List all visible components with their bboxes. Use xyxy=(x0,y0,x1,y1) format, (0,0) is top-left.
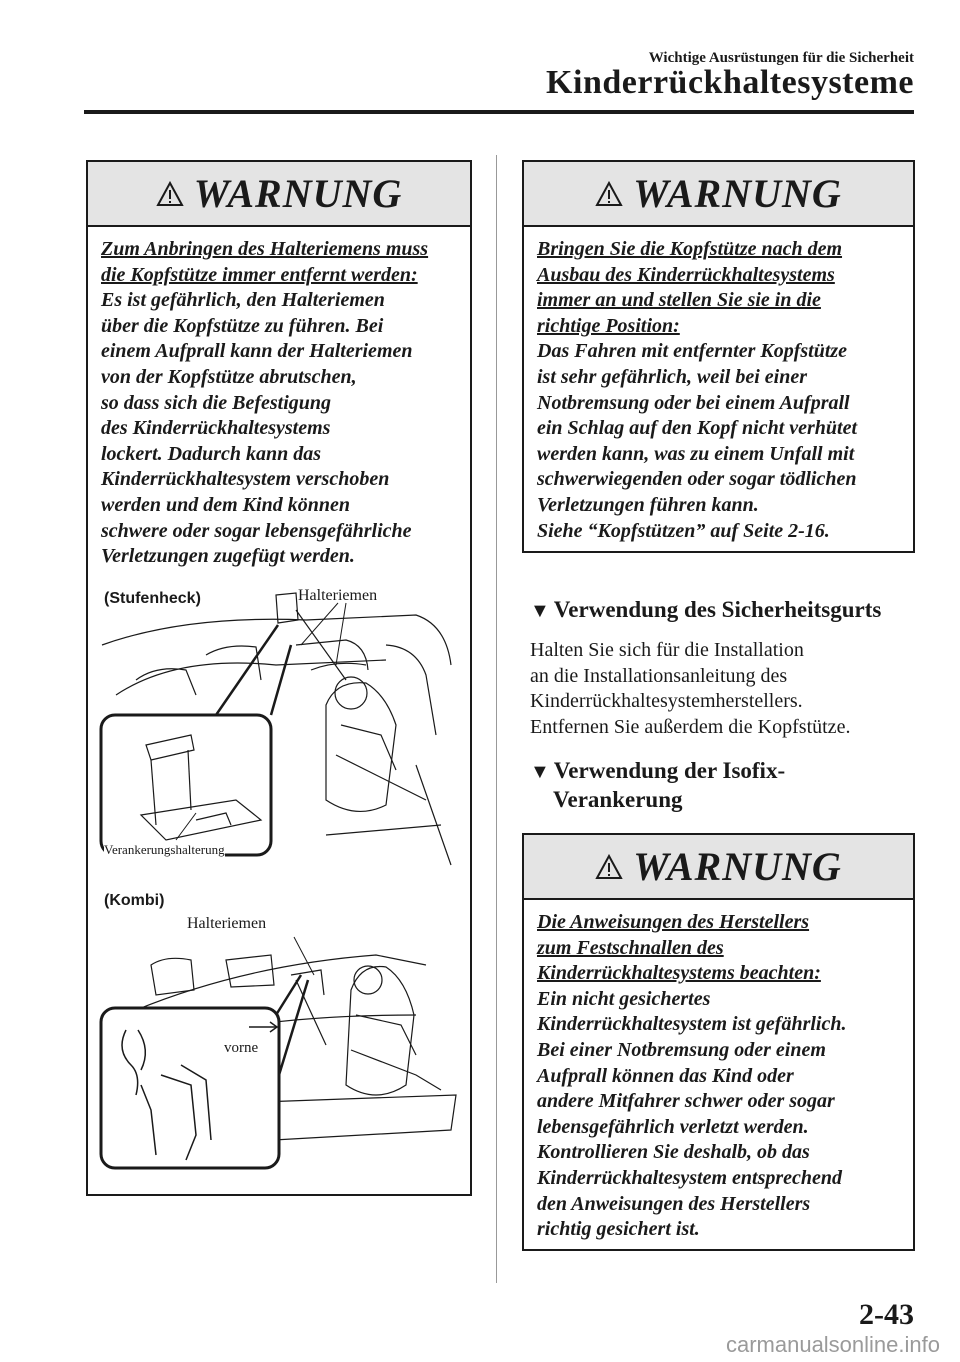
warning-heading-line: Bringen Sie die Kopfstütze nach dem xyxy=(537,238,843,260)
warning-title: WARNUNG xyxy=(193,171,403,216)
warning-line: Ein nicht gesichertes xyxy=(537,987,711,1010)
warning-text xyxy=(524,900,913,1243)
warning-heading-line: Kinderrückhaltesystems beachten: xyxy=(537,962,821,985)
warning-line: so dass sich die Befestigung xyxy=(101,391,332,414)
callout-vorne: vorne xyxy=(224,1040,259,1056)
figure-label-kombi: (Kombi) xyxy=(104,892,165,909)
warning-header xyxy=(524,835,913,900)
section-heading-isofix xyxy=(530,757,785,814)
header-rule xyxy=(84,110,914,114)
warning-line: lebensgefährlich verletzt werden. xyxy=(537,1115,809,1138)
section-title-line: Verankerung xyxy=(553,787,683,812)
callout-verankerungshalterung: Verankerungshalterung xyxy=(104,842,225,857)
paragraph-line: an die Installationsanleitung des xyxy=(530,664,788,687)
section-triangle-icon: ▼ xyxy=(530,761,550,783)
section-heading-sicherheitsgurt xyxy=(530,597,881,623)
warning-text xyxy=(524,227,913,544)
running-header-subtitle: Wichtige Ausrüstungen für die Sicherheit xyxy=(648,50,914,66)
warning-title: WARNUNG xyxy=(633,844,842,889)
warning-text xyxy=(88,227,470,570)
warning-line: Es ist gefährlich, den Halteriemen xyxy=(101,289,385,312)
figure-label-stufenheck: (Stufenheck) xyxy=(104,590,201,607)
warning-heading-line: Ausbau des Kinderrückhaltesystems xyxy=(537,263,835,286)
warning-line: Aufprall können das Kind oder xyxy=(537,1064,794,1087)
callout-halteriemen-2: Halteriemen xyxy=(187,915,267,932)
warning-line: Notbremsung oder bei einem Aufprall xyxy=(537,391,850,414)
warning-line: andere Mitfahrer schwer oder sogar xyxy=(537,1090,835,1113)
warning-line: Verletzungen zugefügt werden. xyxy=(101,545,355,568)
illustration-stufenheck xyxy=(96,585,466,870)
warning-line: einem Aufprall kann der Halteriemen xyxy=(101,340,413,363)
warning-header xyxy=(88,162,470,227)
warning-line: lockert. Dadurch kann das xyxy=(101,442,322,465)
warning-triangle-icon xyxy=(595,854,623,880)
section-triangle-icon: ▼ xyxy=(530,600,550,622)
warning-heading-line: die Kopfstütze immer entfernt werden: xyxy=(101,263,418,286)
watermark: carmanualsonline.info xyxy=(725,1332,940,1357)
paragraph-line: Kinderrückhaltesystemherstellers. xyxy=(530,690,803,713)
warning-triangle-icon xyxy=(595,181,623,207)
section-title-line: Verwendung der Isofix- xyxy=(553,758,786,783)
warning-line: von der Kopfstütze abrutschen, xyxy=(101,365,357,388)
warning-line: schwerwiegenden oder sogar tödlichen xyxy=(537,468,857,491)
warning-heading-line: immer an und stellen Sie sie in die xyxy=(537,289,821,312)
warning-box-right-bottom xyxy=(522,833,915,1251)
callout-halteriemen-1: Halteriemen xyxy=(298,587,378,604)
warning-line: Verletzungen führen kann. xyxy=(537,493,759,516)
warning-line: Kinderrückhaltesystem ist gefährlich. xyxy=(537,1013,847,1036)
warning-line: Kinderrückhaltesystem verschoben xyxy=(101,468,390,491)
warning-line: Siehe “Kopfstützen” auf Seite 2-16. xyxy=(537,519,830,542)
warning-title: WARNUNG xyxy=(633,171,842,216)
warning-heading-line: Die Anweisungen des Herstellers xyxy=(537,911,810,933)
warning-line: den Anweisungen des Herstellers xyxy=(537,1192,811,1215)
warning-header xyxy=(524,162,913,227)
warning-line: schwere oder sogar lebensgefährliche xyxy=(101,519,412,542)
warning-line: Kinderrückhaltesystem entsprechend xyxy=(537,1166,843,1189)
warning-triangle-icon xyxy=(156,181,184,207)
section-paragraph xyxy=(530,638,910,740)
paragraph-line: Entfernen Sie außerdem die Kopfstütze. xyxy=(530,715,851,738)
paragraph-line: Halten Sie sich für die Installation xyxy=(530,639,804,661)
illustration-kombi xyxy=(96,935,466,1175)
warning-line: über die Kopfstütze zu führen. Bei xyxy=(101,314,384,337)
warning-line: werden kann, was zu einem Unfall mit xyxy=(537,442,855,465)
warning-line: Bei einer Notbremsung oder einem xyxy=(537,1038,826,1061)
warning-line: richtig gesichert ist. xyxy=(537,1218,700,1241)
warning-heading-line: richtige Position: xyxy=(537,314,680,337)
warning-line: werden und dem Kind können xyxy=(101,493,350,516)
warning-line: des Kinderrückhaltesystems xyxy=(101,417,331,440)
column-divider xyxy=(496,155,497,1283)
section-title: Verwendung des Sicherheitsgurts xyxy=(553,597,882,622)
warning-heading-line: zum Festschnallen des xyxy=(537,936,724,959)
warning-line: ist sehr gefährlich, weil bei einer xyxy=(537,365,807,388)
warning-line: ein Schlag auf den Kopf nicht verhütet xyxy=(537,417,858,440)
page-number: 2-43 xyxy=(859,1298,914,1331)
warning-line: Das Fahren mit entfernter Kopfstütze xyxy=(537,340,848,363)
warning-box-right-top xyxy=(522,160,915,553)
warning-line: Kontrollieren Sie deshalb, ob das xyxy=(537,1141,810,1164)
running-header-title: Kinderrückhaltesysteme xyxy=(546,64,914,101)
warning-heading-line: Zum Anbringen des Halteriemens muss xyxy=(101,238,429,260)
